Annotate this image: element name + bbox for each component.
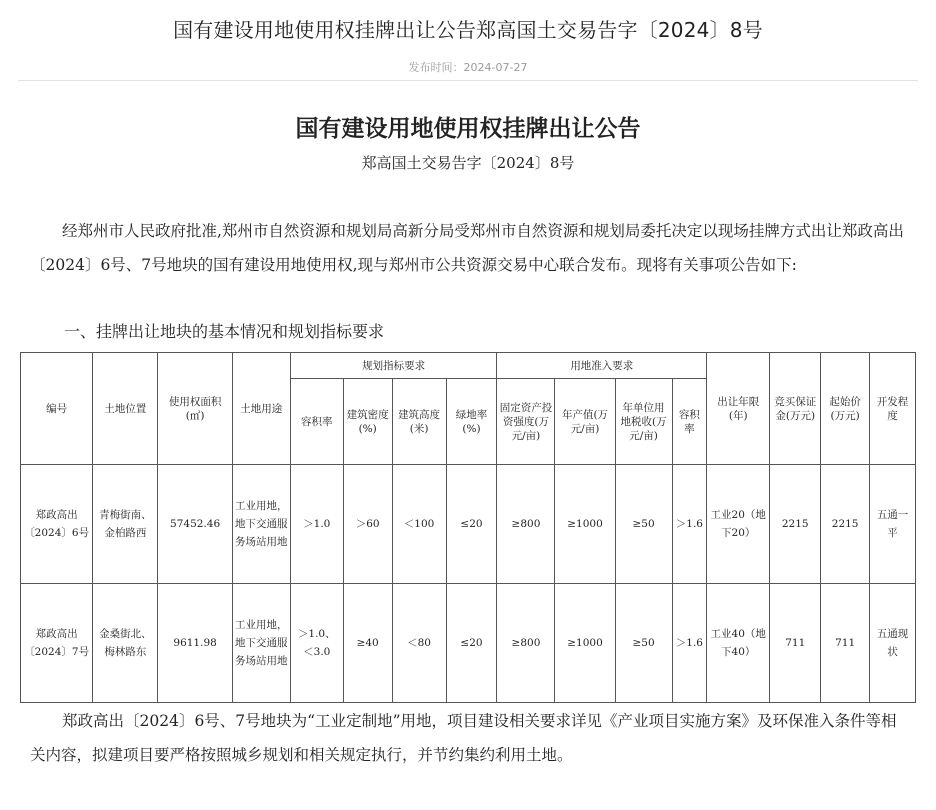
header-far2: 容积率 xyxy=(672,379,707,465)
cell-tax: ≥50 xyxy=(615,465,672,584)
table-row xyxy=(21,584,916,703)
cell-far: ＞1.0 xyxy=(290,465,343,584)
header-tax: 年单位用地税收(万元/亩) xyxy=(615,379,672,465)
cell-dev-level: 五通现状 xyxy=(870,584,916,703)
cell-far: ＞1.0、＜3.0 xyxy=(290,584,343,703)
header-divider xyxy=(18,80,918,81)
cell-output: ≥1000 xyxy=(555,465,615,584)
cell-height: ＜100 xyxy=(392,465,446,584)
header-term: 出让年限(年) xyxy=(707,353,770,465)
publish-time: 发布时间：2024-07-27 xyxy=(408,61,528,74)
cell-id: 郑政高出〔2024〕6号 xyxy=(21,465,93,584)
header-dev-level: 开发程度 xyxy=(870,353,916,465)
header-start-price: 起始价(万元) xyxy=(821,353,870,465)
cell-density: ＞60 xyxy=(343,465,392,584)
section-heading: 一、挂牌出让地块的基本情况和规划指标要求 xyxy=(64,322,385,341)
header-height: 建筑高度(米) xyxy=(392,379,446,465)
cell-far2: ＞1.6 xyxy=(672,465,707,584)
header-group-planning: 规划指标要求 xyxy=(290,353,497,379)
header-group-access: 用地准入要求 xyxy=(497,353,707,379)
land-plots-table xyxy=(20,352,916,703)
header-location: 土地位置 xyxy=(93,353,158,465)
cell-output: ≥1000 xyxy=(555,584,615,703)
cell-investment: ≥800 xyxy=(497,584,555,703)
cell-area: 57452.46 xyxy=(158,465,232,584)
page-header xyxy=(0,14,936,43)
header-investment: 固定资产投资强度(万元/亩) xyxy=(497,379,555,465)
header-far: 容积率 xyxy=(290,379,343,465)
cell-location: 青梅街南、金柏路西 xyxy=(93,465,158,584)
cell-far2: ＞1.6 xyxy=(672,584,707,703)
cell-area: 9611.98 xyxy=(158,584,232,703)
header-use: 土地用途 xyxy=(232,353,290,465)
cell-investment: ≥800 xyxy=(497,465,555,584)
header-area: 使用权面积(㎡) xyxy=(158,353,232,465)
cell-deposit: 2215 xyxy=(770,465,821,584)
header-id: 编号 xyxy=(21,353,93,465)
cell-id: 郑政高出〔2024〕7号 xyxy=(21,584,93,703)
table-row xyxy=(21,465,916,584)
cell-location: 金桑街北、梅林路东 xyxy=(93,584,158,703)
notice-number: 郑高国土交易告字〔2024〕8号 xyxy=(361,154,575,172)
cell-density: ≥40 xyxy=(343,584,392,703)
page-title: 国有建设用地使用权挂牌出让公告郑高国土交易告字〔2024〕8号 xyxy=(173,18,763,42)
closing-paragraph: 郑政高出〔2024〕6号、7号地块为“工业定制地”用地，项目建设相关要求详见《产业项目实施方案》及环保准入条件等相关内容，拟建项目要严格按照城乡规划和相关规定执行，并节约集约利用土地。 xyxy=(30,712,897,764)
cell-tax: ≥50 xyxy=(615,584,672,703)
header-density: 建筑密度(%) xyxy=(343,379,392,465)
header-green: 绿地率(%) xyxy=(446,379,497,465)
cell-start-price: 2215 xyxy=(821,465,870,584)
cell-dev-level: 五通一平 xyxy=(870,465,916,584)
notice-title: 国有建设用地使用权挂牌出让公告 xyxy=(295,115,641,142)
cell-green: ≤20 xyxy=(446,584,497,703)
cell-term: 工业40（地下40） xyxy=(707,584,770,703)
table-header-row xyxy=(21,353,916,379)
cell-deposit: 711 xyxy=(770,584,821,703)
intro-paragraph: 经郑州市人民政府批准,郑州市自然资源和规划局高新分局受郑州市自然资源和规划局委托决定以现场挂牌方式出让郑政高出〔2024〕6号、7号地块的国有建设用地使用权,现与郑州市公共资源交易中心联合发布。现将有关事项公告如下: xyxy=(30,222,904,274)
cell-use: 工业用地，地下交通服务场站用地 xyxy=(232,465,290,584)
header-deposit: 竞买保证金(万元) xyxy=(770,353,821,465)
cell-green: ≤20 xyxy=(446,465,497,584)
header-output: 年产值(万元/亩) xyxy=(555,379,615,465)
cell-height: ＜80 xyxy=(392,584,446,703)
cell-term: 工业20（地下20） xyxy=(707,465,770,584)
cell-start-price: 711 xyxy=(821,584,870,703)
cell-use: 工业用地，地下交通服务场站用地 xyxy=(232,584,290,703)
